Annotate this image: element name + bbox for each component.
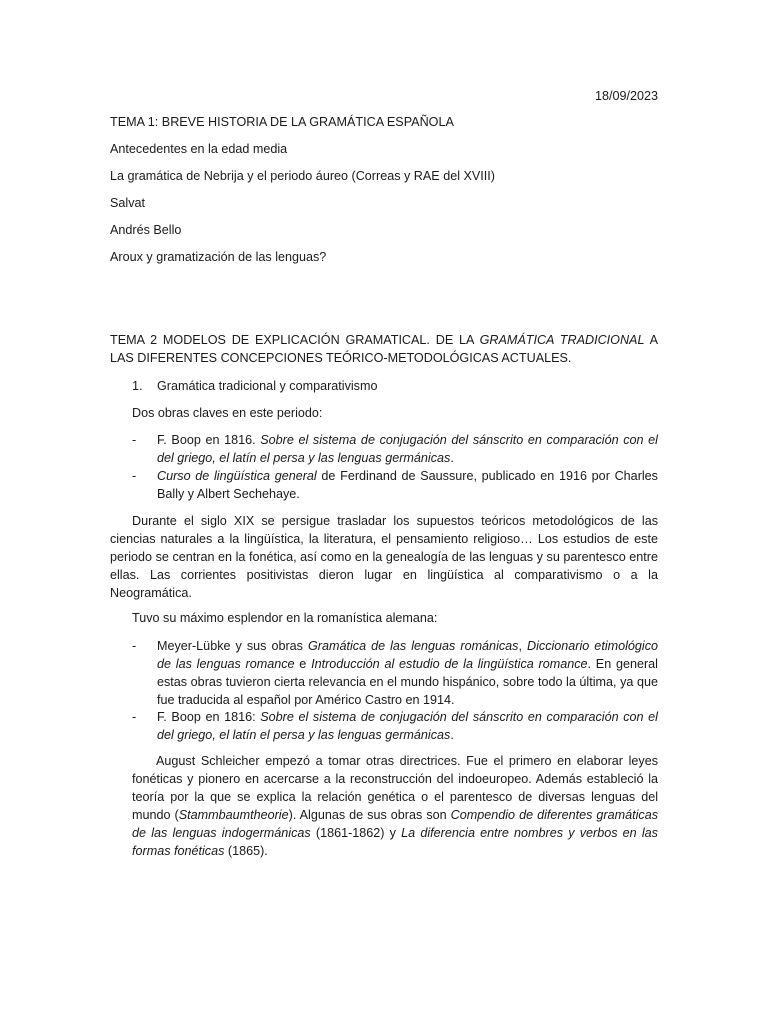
- tema1-item: Andrés Bello: [110, 223, 182, 237]
- list-item: F. Boop en 1816. Sobre el sistema de conjugación del sánscrito en comparación con el del griego, el latín el persa y las lenguas germánicas.: [157, 433, 658, 465]
- list-dash: -: [132, 710, 137, 724]
- list-item: Meyer-Lübke y sus obras Gramática de las lenguas románicas, Diccionario etimológico de las lenguas romance e Introducción al estudio de la lingüística romance. En general estas obras tuvieron cierta relevancia en el mundo hispánico, sobre todo la última, ya que fue traducida al español por Américo Castro en 1914.: [157, 639, 659, 707]
- tema2-title: TEMA 2 MODELOS DE EXPLICACIÓN GRAMATICAL. DE LA GRAMÁTICA TRADICIONAL A LAS DIFERENTES CONCEPCIONES TEÓRICO-METODOLÓGICAS ACTUALES.: [110, 333, 658, 365]
- section-title: Gramática tradicional y comparativismo: [157, 379, 378, 393]
- tema1-item: Salvat: [110, 196, 146, 210]
- tema1-item: Antecedentes en la edad media: [110, 142, 288, 156]
- list-item: F. Boop en 1816: Sobre el sistema de conjugación del sánscrito en comparación con el del griego, el latín el persa y las lenguas germánicas.: [157, 710, 658, 742]
- document-date: 18/09/2023: [594, 89, 658, 103]
- list-dash: -: [132, 469, 137, 483]
- section-number: 1.: [132, 379, 143, 393]
- tema1-item: La gramática de Nebrija y el periodo áureo (Correas y RAE del XVIII): [110, 169, 495, 183]
- paragraph: August Schleicher empezó a tomar otras directrices. Fue el primero en elaborar leyes fonéticas y pionero en acercarse a la reconstrucción del indoeuropeo. Además estableció la teoría por la que se explica la relación genética o el parentesco de diversas lenguas del mundo (Stammbaumtheorie). Algunas de sus obras son Compendio de diferentes gramáticas de las lenguas indogermánicas (1861-1862) y La diferencia entre nombres y verbos en las formas fonéticas (1865).: [132, 754, 658, 858]
- list-item: Curso de lingüística general de Ferdinand de Saussure, publicado en 1916 por Charles Bally y Albert Sechehaye.: [157, 469, 658, 501]
- tema1-title: TEMA 1: BREVE HISTORIA DE LA GRAMÁTICA ESPAÑOLA: [110, 115, 454, 129]
- list-dash: -: [132, 433, 137, 447]
- romanistica-intro: Tuvo su máximo esplendor en la romanística alemana:: [132, 611, 438, 625]
- obras-intro: Dos obras claves en este periodo:: [132, 406, 323, 420]
- list-dash: -: [132, 639, 137, 653]
- tema1-item: Aroux y gramatización de las lenguas?: [110, 250, 327, 264]
- paragraph: Durante el siglo XIX se persigue trasladar los supuestos teóricos metodológicos de las ciencias naturales a la lingüística, la literatura, el pensamiento religioso… Los estudios de este periodo se centran en la fonética, así como en la genealogía de las lenguas y su parentesco entre ellas. Las corrientes positivistas dieron lugar en lingüística al comparativismo o a la Neogramática.: [110, 514, 658, 600]
